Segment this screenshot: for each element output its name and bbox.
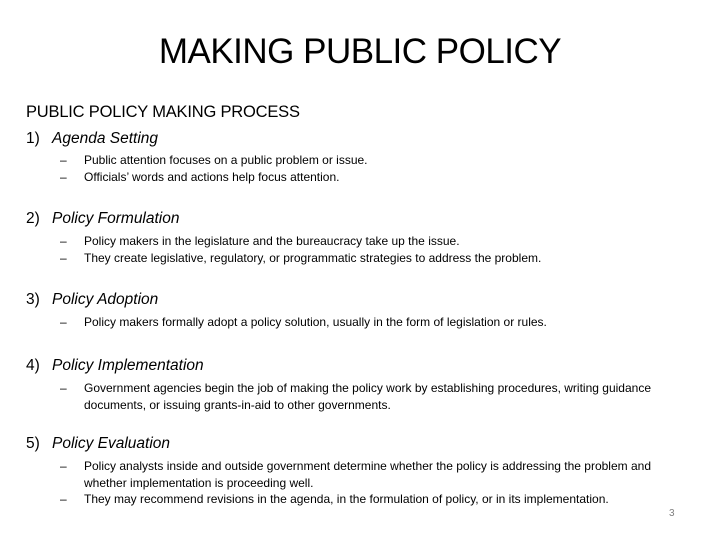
step-heading: Policy Implementation (52, 357, 204, 374)
bullet-list (60, 380, 686, 413)
bullet-text: Policy makers formally adopt a policy solution, usually in the form of legislation or rules. (84, 315, 547, 329)
dash-marker: – (60, 153, 67, 167)
step-number: 4) (26, 357, 40, 374)
bullet-text: Officials’ words and actions help focus attention. (84, 169, 340, 184)
dash-marker: – (60, 315, 67, 329)
dash-marker: – (60, 381, 67, 395)
step-heading: Policy Formulation (52, 210, 180, 227)
step-number: 3) (26, 291, 40, 308)
bullet-text: They may recommend revisions in the agenda, in the formulation of policy, or in its implementation. (84, 492, 609, 506)
bullet-item (60, 233, 686, 250)
bullet-item (60, 152, 686, 169)
dash-marker: – (60, 169, 67, 184)
bullet-list (60, 152, 686, 185)
step-heading: Agenda Setting (52, 130, 159, 147)
page-number: 3 (669, 508, 675, 519)
dash-marker: – (60, 459, 67, 473)
step-heading: Policy Evaluation (52, 435, 171, 452)
step-number: 1) (26, 130, 40, 147)
slide-title: MAKING PUBLIC POLICY (158, 32, 562, 71)
bullet-item (60, 458, 686, 491)
step-policy-evaluation (26, 434, 170, 454)
step-policy-formulation (26, 209, 180, 229)
bullet-text: They create legislative, regulatory, or programmatic strategies to address the problem. (84, 250, 542, 265)
bullet-text: Policy makers in the legislature and the bureaucracy take up the issue. (84, 234, 460, 248)
dash-marker: – (60, 492, 67, 506)
bullet-text: Public attention focuses on a public problem or issue. (84, 153, 368, 167)
step-number: 2) (26, 210, 40, 227)
dash-marker: – (60, 234, 67, 248)
bullet-text: Policy analysts inside and outside government determine whether the policy is addressing the problem and whether implementation is proceeding well. (84, 459, 651, 490)
bullet-list (60, 314, 686, 331)
step-agenda-setting (26, 129, 158, 149)
bullet-item (60, 314, 686, 331)
bullet-item (60, 169, 686, 186)
bullet-list (60, 233, 686, 266)
bullet-item (60, 380, 686, 413)
bullet-text: Government agencies begin the job of making the policy work by establishing procedures, writing guidance documents, or issuing grants-in-aid to other governments. (84, 381, 651, 412)
step-number: 5) (26, 435, 40, 452)
section-subheading: PUBLIC POLICY MAKING PROCESS (26, 103, 300, 121)
step-policy-implementation (26, 356, 204, 376)
step-policy-adoption (26, 290, 158, 310)
bullet-item (60, 250, 686, 267)
dash-marker: – (60, 250, 67, 265)
step-heading: Policy Adoption (52, 291, 159, 308)
bullet-item (60, 491, 686, 508)
bullet-list (60, 458, 686, 508)
